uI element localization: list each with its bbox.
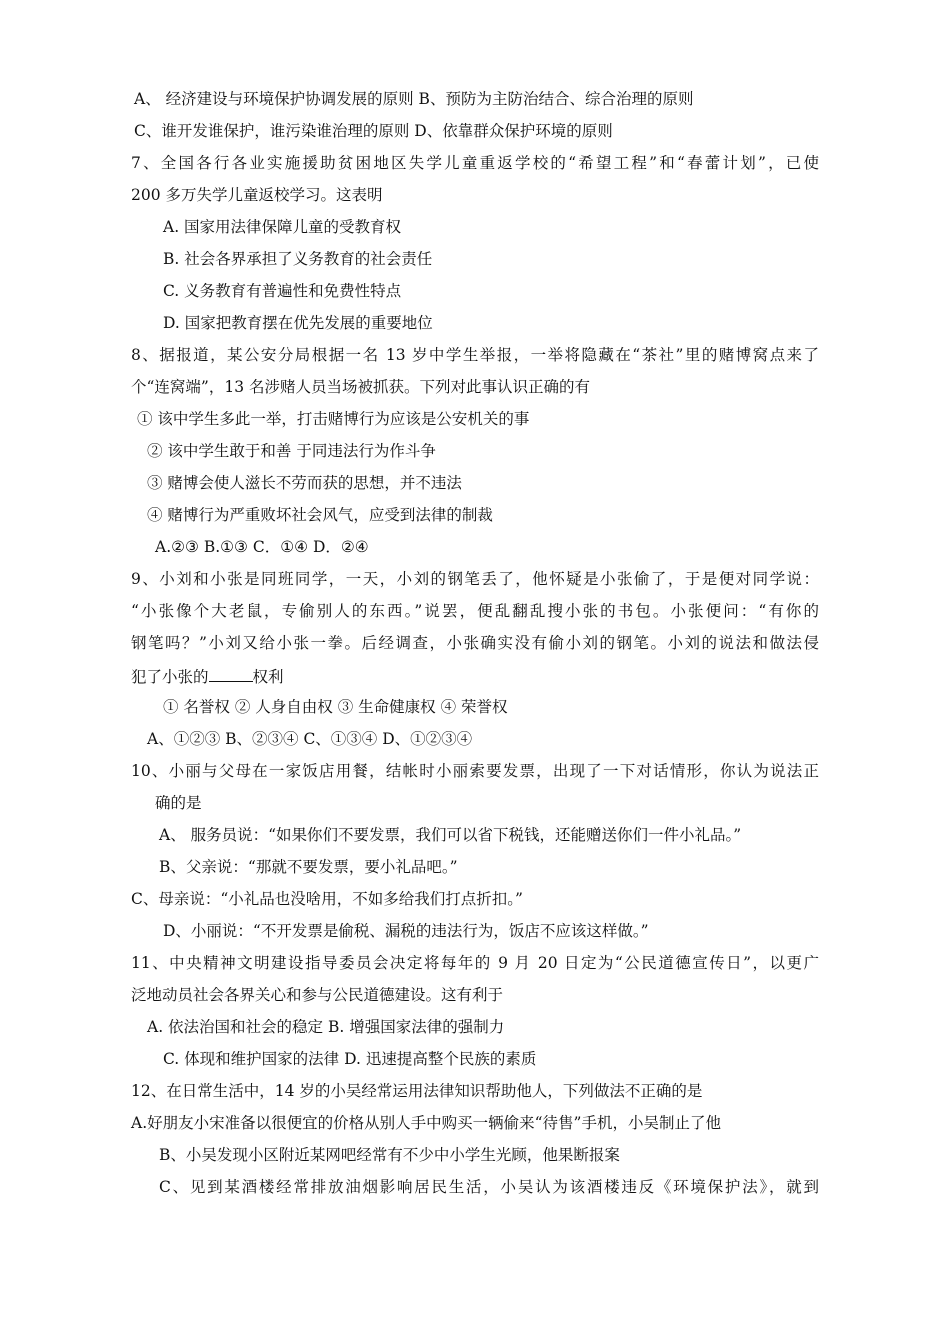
q7-option-d: D. 国家把教育摆在优先发展的重要地位 (163, 314, 433, 332)
q10-option-a: A、 服务员说：“如果你们不要发票，我们可以省下税钱，还能赠送你们一件小礼品。” (159, 826, 742, 844)
q11-options-cd: C. 体现和维护国家的法律 D. 迅速提高整个民族的素质 (163, 1050, 537, 1068)
q7-option-b: B. 社会各界承担了义务教育的社会责任 (163, 250, 433, 268)
q10-stem-line2: 确的是 (155, 794, 202, 812)
q9-stem-line4 (131, 665, 284, 685)
q8-stem-line2: 个“连窝端”，13 名涉赌人员当场被抓获。下列对此事认识正确的有 (131, 378, 591, 396)
q10-option-b: B、父亲说：“那就不要发票，要小礼品吧。” (159, 858, 458, 876)
q7-stem-line2: 200 多万失学儿童返校学习。这表明 (131, 186, 383, 204)
q9-stem-line4-post: 权利 (252, 668, 284, 686)
q7-stem-line1: 7、全国各行各业实施援助贫困地区失学儿童重返学校的“希望工程”和“春蕾计划”，已使 (131, 154, 819, 172)
q7-option-c: C. 义务教育有普遍性和免费性特点 (163, 282, 402, 300)
q9-stem-line2: “小张像个大老鼠，专偷别人的东西。”说罢，便乱翻乱搜小张的书包。小张便问：“有你的 (131, 602, 819, 620)
q6-options-line1: A、 经济建设与环境保护协调发展的原则 B、预防为主防治结合、综合治理的原则 (134, 90, 694, 108)
q8-options: A.②③ B.①③ C．①④ D．②④ (155, 538, 369, 556)
q10-option-c: C、母亲说：“小礼品也没啥用，不如多给我们打点折扣。” (131, 890, 523, 908)
q9-options: A、①②③ B、②③④ C、①③④ D、①②③④ (147, 730, 473, 748)
q12-option-b: B、小吴发现小区附近某网吧经常有不少中小学生光顾，他果断报案 (159, 1146, 620, 1164)
q11-stem-line1: 11、中央精神文明建设指导委员会决定将每年的 9 月 20 日定为“公民道德宣传日”，以更广 (131, 954, 819, 972)
q9-stem-line4-pre: 犯了小张的 (131, 668, 209, 686)
q11-stem-line2: 泛地动员社会各界关心和参与公民道德建设。这有利于 (131, 986, 504, 1004)
q12-option-c: C、见到某酒楼经常排放油烟影响居民生活，小吴认为该酒楼违反《环境保护法》，就到 (159, 1178, 819, 1196)
q9-stem-line1: 9、小刘和小张是同班同学，一天，小刘的钢笔丢了，他怀疑是小张偷了，于是便对同学说： (131, 570, 819, 588)
q8-stem-line1: 8、据报道，某公安分局根据一名 13 岁中学生举报，一举将隐藏在“茶社”里的赌博窝点来了 (131, 346, 819, 364)
q10-option-d: D、小丽说：“不开发票是偷税、漏税的违法行为，饭店不应该这样做。” (163, 922, 649, 940)
q6-options-line2: C、谁开发谁保护，谁污染谁治理的原则 D、依靠群众保护环境的原则 (134, 122, 613, 140)
q8-statement-3: ③ 赌博会使人滋长不劳而获的思想，并不违法 (147, 474, 462, 492)
q7-option-a: A. 国家用法律保障儿童的受教育权 (163, 218, 402, 236)
q12-stem: 12、在日常生活中，14 岁的小吴经常运用法律知识帮助他人，下列做法不正确的是 (131, 1082, 703, 1100)
answer-blank (209, 665, 253, 682)
q8-statement-2: ② 该中学生敢于和善 于同违法行为作斗争 (147, 442, 436, 460)
q9-stem-line3: 钢笔吗？”小刘又给小张一拳。后经调查，小张确实没有偷小刘的钢笔。小刘的说法和做法侵 (131, 634, 819, 652)
q8-statement-1: ① 该中学生多此一举，打击赌博行为应该是公安机关的事 (137, 410, 530, 428)
q11-options-ab: A. 依法治国和社会的稳定 B. 增强国家法律的强制力 (147, 1018, 505, 1036)
q8-statement-4: ④ 赌博行为严重败坏社会风气，应受到法律的制裁 (147, 506, 493, 524)
q9-items: ① 名誉权 ② 人身自由权 ③ 生命健康权 ④ 荣誉权 (163, 698, 508, 716)
q10-stem-line1: 10、小丽与父母在一家饭店用餐，结帐时小丽索要发票，出现了一下对话情形，你认为说法正 (131, 762, 819, 780)
q12-option-a: A.好朋友小宋准备以很便宜的价格从别人手中购买一辆偷来“待售”手机，小吴制止了他 (131, 1114, 721, 1132)
